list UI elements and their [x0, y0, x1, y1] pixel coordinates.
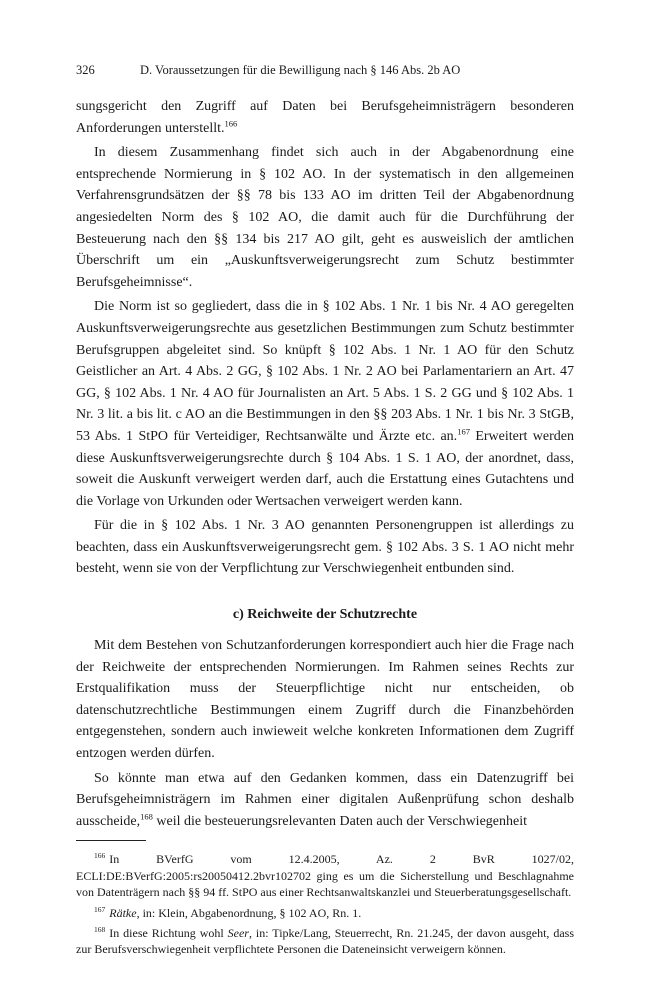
footnote-divider	[76, 840, 146, 841]
footnote-166: $^{166}$ In BVerfG vom 12.4.2005, Az. 2 BvR 1027/02, ECLI:DE:BVerfG:2005:rs20050412.2bvr102702 ging es um die Sicherstellung und Beschlagnahme von Datenträgern nach §§ 94 ff. StPO aus einer Rechtsanwaltskanzlei und Steuerberatungsgesellschaft.	[76, 851, 574, 900]
main-text	[76, 96, 574, 832]
footnote-ref-167[interactable]: 167	[457, 426, 470, 437]
paragraph-personengruppen: Für die in § 102 Abs. 1 Nr. 3 AO genannten Personengruppen ist allerdings zu beachten, dass ein Auskunftsverweigerungsrecht gem. § 102 Abs. 3 S. 1 AO nicht mehr besteht, wenn sie von der Verpflichtung zur Verschwiegenheit entbunden sind.	[76, 518, 574, 577]
paragraph-continued: sungsgericht den Zugriff auf Daten bei Berufsgeheimnisträgern besonderen Anforderungen unterstellt.$^{166}$	[76, 99, 574, 136]
paragraph-datenzugriff: So könnte man etwa auf den Gedanken kommen, dass ein Datenzugriff bei Berufsgeheimnisträgern im Rahmen einer digitalen Außenprüfung schon deshalb ausscheide,$^{168}$ weil die besteuerungsrelevanten Daten auch der Verschwiegenheit	[76, 770, 574, 829]
running-title: D. Voraussetzungen für die Bewilligung nach § 146 Abs. 2b AO	[140, 63, 461, 77]
footnote-167: $^{167}$ Rätke, in: Klein, Abgabenordnung, § 102 AO, Rn. 1.	[94, 904, 362, 920]
paragraph-abgabenordnung: In diesem Zusammenhang findet sich auch in der Abgabenordnung eine entsprechende Normierung in § 102 AO. In der systematisch in den allgemeinen Verfahrensgrundsätzen der §§ 78 bis 133 AO im dritten Teil der Abgabenordnung angesiedelten Norm des § 102 AO, die damit auch für die Durchführung der Besteuerung nach den §§ 134 bis 217 AO gilt, geht es ausweislich der amtlichen Überschrift um ein „Auskunftsverweigerungsrecht zum Schutz bestimmter Berufsgeheimnisse“.	[76, 145, 574, 290]
footnote-ref-166[interactable]: 166	[224, 117, 238, 128]
running-header	[76, 62, 574, 78]
footnotes	[76, 851, 574, 957]
book-page	[76, 62, 574, 962]
footnote-168: $^{168}$ In diese Richtung wohl Seer, in: Tipke/Lang, Steuerrecht, Rn. 21.245, der davon ausgeht, dass zur Berufsverschwiegenheit verpflichtete Personen die Dateneinsicht verweigern können.	[76, 925, 574, 957]
footnote-ref-168[interactable]: 168	[140, 811, 153, 822]
page-number: 326	[76, 63, 95, 77]
paragraph-norm-structure: Die Norm ist so gegliedert, dass die in § 102 Abs. 1 Nr. 1 bis Nr. 4 AO geregelten Auskunftsverweigerungsrechte aus gesetzlichen Bestimmungen zum Schutz bestimmter Berufsgruppen abgeleitet sind. So knüpft § 102 Abs. 1 Nr. 1 AO für den Schutz Geistlicher an Art. 4 Abs. 2 GG, § 102 Abs. 1 Nr. 2 AO bei Parlamentariern an Art. 47 GG, § 102 Abs. 1 Nr. 4 AO für Journalisten an Art. 5 Abs. 1 S. 2 GG und § 102 Abs. 1 Nr. 3 lit. a bis lit. c AO an die Bestimmungen in den §§ 203 Abs. 1 Nr. 1 bis Nr. 3 StGB, 53 Abs. 1 StPO für Verteidiger, Rechtsanwälte und Ärzte etc. an.$^{167}$ Erweitert werden diese Auskunftsverweigerungsrechte durch § 104 Abs. 1 S. 1 AO, der anordnet, dass, soweit die Auskunft verweigert werden darf, auch die Erstattung eines Gutachtens und die Vorlage von Urkunden oder Wertsachen verweigert werden kann.	[76, 299, 574, 509]
paragraph-reichweite: Mit dem Bestehen von Schutzanforderungen korrespondiert auch hier die Frage nach der Reichweite der entsprechenden Normierungen. Im Rahmen seines Rechts zur Erstqualifikation muss der Steuerpflichtige nicht nur entscheiden, ob datenschutzrechtliche Bestimmungen einem Zugriff durch die Finanzbehörden entgegenstehen, sondern auch inwieweit welche konkreten Informationen dem Zugriff entzogen werden dürfen.	[76, 638, 574, 762]
section-heading: c) Reichweite der Schutzrechte	[232, 607, 418, 623]
